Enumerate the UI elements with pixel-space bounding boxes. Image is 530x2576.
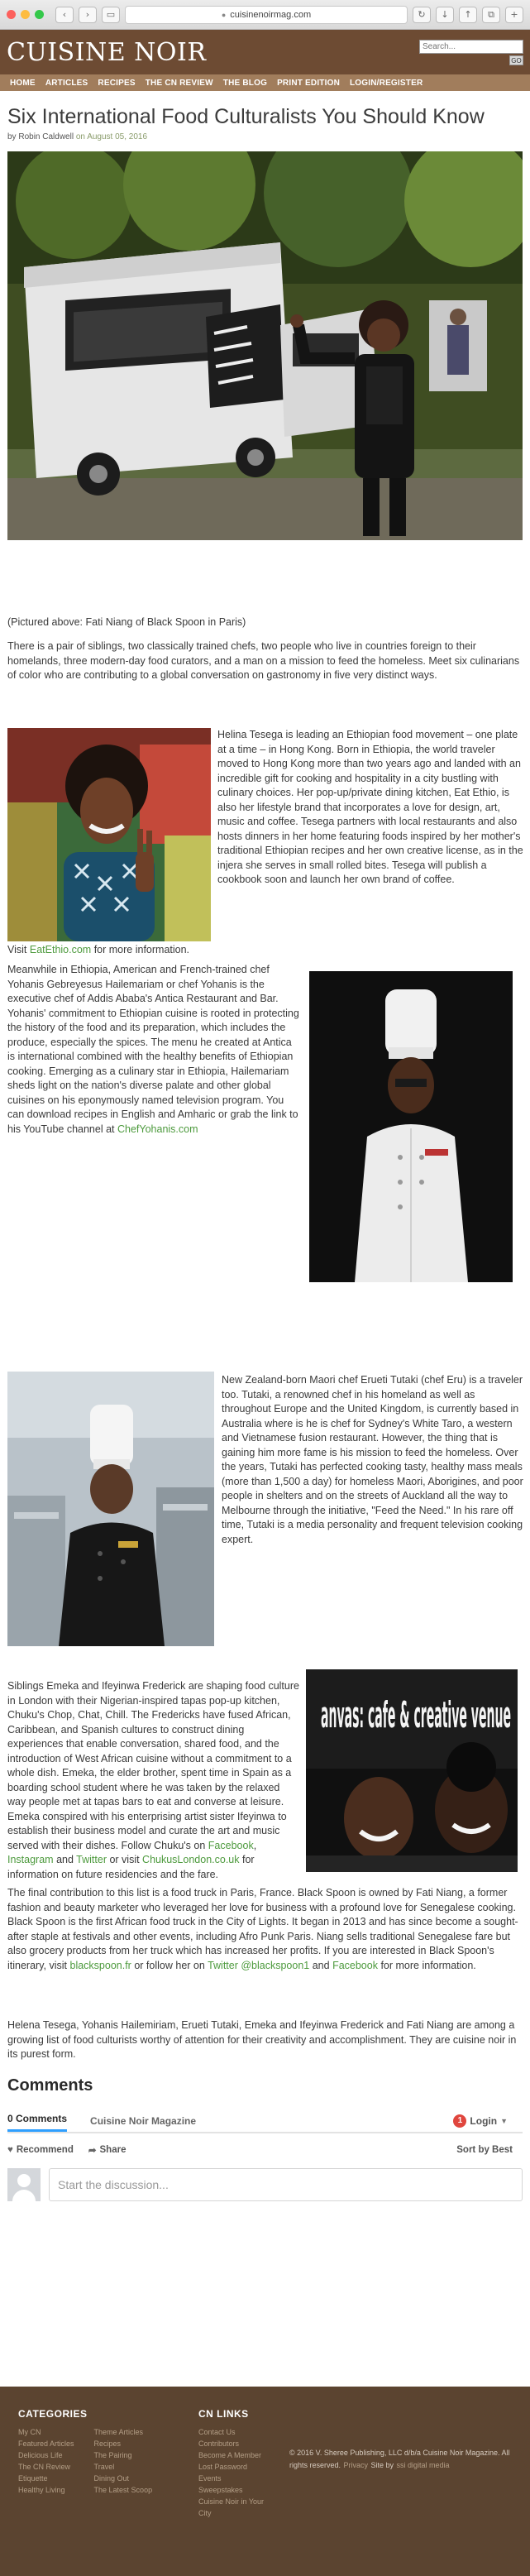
site-header [0,30,530,74]
closing-paragraph: Helena Tesega, Yohanis Hailemiriam, Erueti Tutaki, Emeka and Ifeyinwa Frederick and Fati Niang are among a growing list of food culturists worthy of attention for their creativity and accomplishment. They are cuisine noir in its purest form. [7,2019,517,2060]
chef-eru-paragraph: New Zealand-born Maori chef Erueti Tutaki (chef Eru) is a traveler too. Tutaki, a renowned chef in his homeland as well as throughout Europe and the United Kingdom, is currently based in Australia where is he is chef for Sydney's White Taro, a western and Vietnamese fusion restaurant. However, the thing that is gaining him more fame is his mission to feed the homeless. Over the years, Tutaki has perfected cooking tasty, healthy mass meals (more than 1,500 a day) for homeless Maori, Aborigines, and poor people in shelters and on the streets of Auckland all the way to Melbourne through the initiative, "Feed the Need." In his rare off time, Tutaki is a media personality and frequent television cooking expert. [222,1374,523,1545]
login-link[interactable]: Login [470,2115,498,2127]
community-tab[interactable]: Cuisine Noir Magazine [90,2115,197,2127]
comment-input[interactable]: Start the discussion... [49,2168,523,2201]
window-controls [7,10,44,19]
date-prefix: on [75,132,85,141]
frederick-siblings-photo [306,1669,518,1872]
chukus-paragraph-top: Siblings Emeka and Ifeyinwa Frederick are shaping food culture in London with their Nigerian-inspired tapas pop-up kitchen, Chuku's Chop, Chat, Chill. The Fredericks have fused African, Caribbean, and Spanish cultures to construct dining experiences that enable conversation, shared food, and the introduction of West African cuisine without a commitment to a whole dish. Emeka, the elder brother, spent time in Spain as a boarding school student where he was taken by the relaxed way people met at tapas bars to eat and converse at leisure. Emeka conspired with his enterprising artist sister Ifeyinwa to establish their business model and curate the art and music served with their dishes. Follow Chuku's on Facebook, Instagram and Twitter or visit ChukusLondon.co.uk for information on future residencies and the fare. [7,1680,299,1880]
footer-link-the-pairing[interactable]: The Pairing [93,2451,132,2459]
chef-yohanis-text: Meanwhile in Ethiopia, American and French-trained chef Yohanis Gebreyesus Hailemariam or chef Yohanis is the executive chef of Addis Ababa's Antica Restaurant and Bar. Yohanis' commitment to Ethiopian cuisine is rooted in protecting the history of the food and its preparation, which includes the produce, especially the spices. The menu he created at Antica is international combined with the healthy benefits of Ethiopian cooking. Emerging as a culinary star in Ethiopia, Hailemariam sheds light on the nation's diverse palate and other global cuisines on his eponymously named television program. You can download recipes in English and Amharic or grab the link to his YouTube channel at [7,964,299,1135]
footer-link-cn-review[interactable]: The CN Review [18,2463,71,2471]
siblings-selfie-graphic [306,1669,518,1872]
twitter-link[interactable]: Twitter [76,1854,107,1865]
login-control[interactable] [453,2114,508,2128]
portrait-woman-graphic [7,728,211,941]
forward-icon[interactable]: › [79,7,97,23]
footer-copyright [289,2446,513,2471]
instagram-link[interactable]: Instagram [7,1854,54,1865]
chevron-down-icon: ▼ [500,2117,508,2125]
recommend-button[interactable]: Recommend [16,2145,74,2155]
sort-dropdown[interactable]: Sort by Best [456,2145,513,2155]
black-spoon-mid: or follow her on [134,1959,205,1971]
address-bar[interactable] [125,6,408,24]
chefyohanis-link[interactable]: ChefYohanis.com [117,1123,198,1135]
footer-link-my-cn[interactable]: My CN [18,2428,41,2436]
visit-text: Visit [7,944,27,955]
black-spoon-text: The final contribution to this list is a food truck in Paris, France. Black Spoon is owned by Fati Niang, a former fashion and beauty marketer who leveraged her love for business with a profound love for Senegalese cooking. Black Spoon is the first African food truck in the City of Lights. It began in 2013 and has since become a sought-after staple at festivals and other events, including Afro Punk Paris. Niang sells traditional Senegalese fare but also grocery products from her truck which has increased her profits. If you are interested in Black Spoon's itinerary, visit [7,1887,518,1971]
back-icon[interactable]: ‹ [55,7,74,23]
chef-yohanis-photo [309,971,513,1282]
notification-badge: 1 [453,2114,466,2128]
search-box [419,40,523,65]
copyright-text: © 2016 V. Sheree Publishing, LLC d/b/a Cuisine Noir Magazine. All rights reserved. [289,2449,510,2469]
byline [7,132,523,141]
footer-link-become-member[interactable]: Become A Member [198,2451,262,2459]
chef-yohanis-paragraph [7,963,301,1137]
search-input[interactable] [419,40,523,54]
maximize-window-button[interactable] [35,10,44,19]
facebook-link[interactable]: Facebook [208,1839,254,1851]
share-icon[interactable]: ↑ [459,7,477,23]
helina-tesega-photo [7,728,211,941]
categories-column-1 [18,2426,74,2496]
twitter-blackspoon-link[interactable]: Twitter @blackspoon1 [208,1959,310,1971]
url-text: cuisinenoirmag.com [230,9,312,20]
share-arrow-icon: ➦ [88,2146,97,2156]
search-go-button[interactable]: GO [509,55,523,65]
minimize-window-button[interactable] [21,10,30,19]
footer-link-theme-articles[interactable]: Theme Articles [93,2428,144,2436]
new-tab-icon[interactable]: + [505,7,523,23]
site-by-link[interactable]: ssi digital media [396,2461,450,2469]
main-nav [0,74,530,91]
footer-cn-links [198,2408,278,2519]
article-title: Six International Food Culturalists You Should Know [7,105,485,128]
eatethio-link[interactable]: EatEthio.com [29,944,92,955]
nav-print-edition[interactable]: PRINT EDITION [277,78,340,88]
footer-link-cn-in-your-city[interactable]: Cuisine Noir in Your City [198,2497,265,2517]
heart-icon: ♥ [7,2145,13,2155]
site-by-prefix: Site by [370,2461,394,2469]
nav-login-register[interactable]: LOGIN/REGISTER [350,78,423,88]
sign-text: anvas: cafe & creative venue [321,1694,511,1736]
food-truck-photo [7,151,523,540]
chukus-tail: for information on future residencies and the fare. [7,1854,255,1880]
tabs-icon[interactable]: ⧉ [482,7,500,23]
footer-link-contributors[interactable]: Contributors [198,2440,240,2448]
footer-link-sweepstakes[interactable]: Sweepstakes [198,2486,243,2494]
hero-image [7,151,523,540]
close-window-button[interactable] [7,10,16,19]
hero-caption: (Pictured above: Fati Niang of Black Spoon in Paris) [7,616,246,628]
eat-ethio-line [7,943,523,958]
comments-tabs [7,2110,523,2133]
black-spoon-paragraph [7,1886,523,1973]
footer-categories [18,2408,152,2496]
article [0,104,530,540]
site-logo[interactable]: CUISINE NOIR [7,37,207,67]
comments-heading: Comments [7,2076,93,2095]
portrait-kitchen-chef-graphic [7,1372,214,1646]
footer-link-featured-articles[interactable]: Featured Articles [18,2440,74,2448]
footer-link-contact[interactable]: Contact Us [198,2428,236,2436]
footer-link-healthy-living[interactable]: Healthy Living [18,2486,65,2494]
comments-actions [7,2142,523,2158]
helina-tesega-paragraph: Helina Tesega is leading an Ethiopian food movement – one plate at a time – in Hong Kong. Born in Ethiopia, the world traveler moved to Hong Kong more than two years ago and landed with an incredible gift for cooking and hospitality in a city bustling with culinary choices. Her pop-up/private dining kitchen, Eat Ethio, is also her lifestyle brand that incorporates a love for design, art, music and coffee. Tesega partners with local restaurants and also hosts dinners in her home featuring foods inspired by her mother's traditional Ethiopian recipes and her own creative license, as in the injera she serves in small rolled bites. Tesega will publish a cookbook soon and launch her own brand of coffee. [217,729,523,885]
footer-link-etiquette[interactable]: Etiquette [18,2474,48,2483]
categories-heading: CATEGORIES [18,2408,88,2420]
intro-paragraph: There is a pair of siblings, two classically trained chefs, two people who live in countries foreign to their homelands, three modern-day food curators, and a man on a mission to feed the homeless. Meet six culinarians of color who are contributing to a global conversation on gastronomy in five very distinct ways. [7,640,520,681]
byline-by: by [7,132,17,141]
footer-link-travel[interactable]: Travel [93,2463,115,2471]
lock-icon: ● [221,10,227,19]
facebook-blackspoon-link[interactable]: Facebook [332,1959,378,1971]
nav-blog[interactable]: THE BLOG [222,78,268,88]
comment-composer [7,2168,523,2201]
download-icon[interactable]: ↓ [436,7,454,23]
privacy-link[interactable]: Privacy [343,2461,369,2469]
footer-link-events[interactable]: Events [198,2474,222,2483]
chef-eru-photo [7,1372,214,1646]
black-spoon-tail: for more information. [380,1959,476,1971]
browser-toolbar [0,0,530,30]
nav-articles[interactable]: ARTICLES [45,78,88,88]
black-spoon-and: and [312,1959,330,1971]
cn-links-heading: CN LINKS [198,2408,249,2420]
footer-link-latest-scoop[interactable]: The Latest Scoop [93,2486,153,2494]
footer-link-delicious-life[interactable]: Delicious Life [18,2451,63,2459]
portrait-chef-graphic [309,971,513,1282]
comments-section [7,2076,523,2201]
categories-column-2 [94,2426,153,2496]
comment-count-tab[interactable]: 0 Comments [7,2113,67,2132]
avatar-icon [7,2168,41,2201]
sidebar-icon[interactable]: ▭ [102,7,120,23]
reload-icon[interactable]: ↻ [413,7,431,23]
more-info-text: for more information. [93,944,190,955]
site-footer [0,2387,530,2576]
footer-link-dining-out[interactable]: Dining Out [93,2474,130,2483]
blackspoon-link[interactable]: blackspoon.fr [69,1959,131,1971]
chukus-text: Siblings Emeka and Ifeyinwa Frederick are shaping food culture in London with their Nigerian-inspired tapas pop-up kitchen, Chuku's Chop, Chat, Chill. The Fredericks have fused African, Caribbean, and Spanish cultures to construct dining experiences that enable conversation, shared food, and the introduction of West African cuisine without a commitment to a whole dish. Emeka, the elder brother, spent time in Spain as a boarding school student where he was taken by the relaxed way people met at tapas bars to eat and converse at leisure. Emeka conspired with his enterprising artist sister Ifeyinwa to establish their business model and curate the art and music served with their dishes. Follow Chuku's on [7,1680,299,1851]
chukus-website-link[interactable]: ChukusLondon.co.uk [142,1854,240,1865]
author-name[interactable]: Robin Caldwell [18,132,74,141]
footer-link-lost-password[interactable]: Lost Password [198,2463,248,2471]
nav-cn-review[interactable]: THE CN REVIEW [145,78,213,88]
footer-link-recipes[interactable]: Recipes [93,2440,122,2448]
publish-date: August 05, 2016 [87,132,148,141]
nav-recipes[interactable]: RECIPES [98,78,136,88]
share-button[interactable]: Share [99,2145,127,2155]
nav-home[interactable]: HOME [10,78,36,88]
